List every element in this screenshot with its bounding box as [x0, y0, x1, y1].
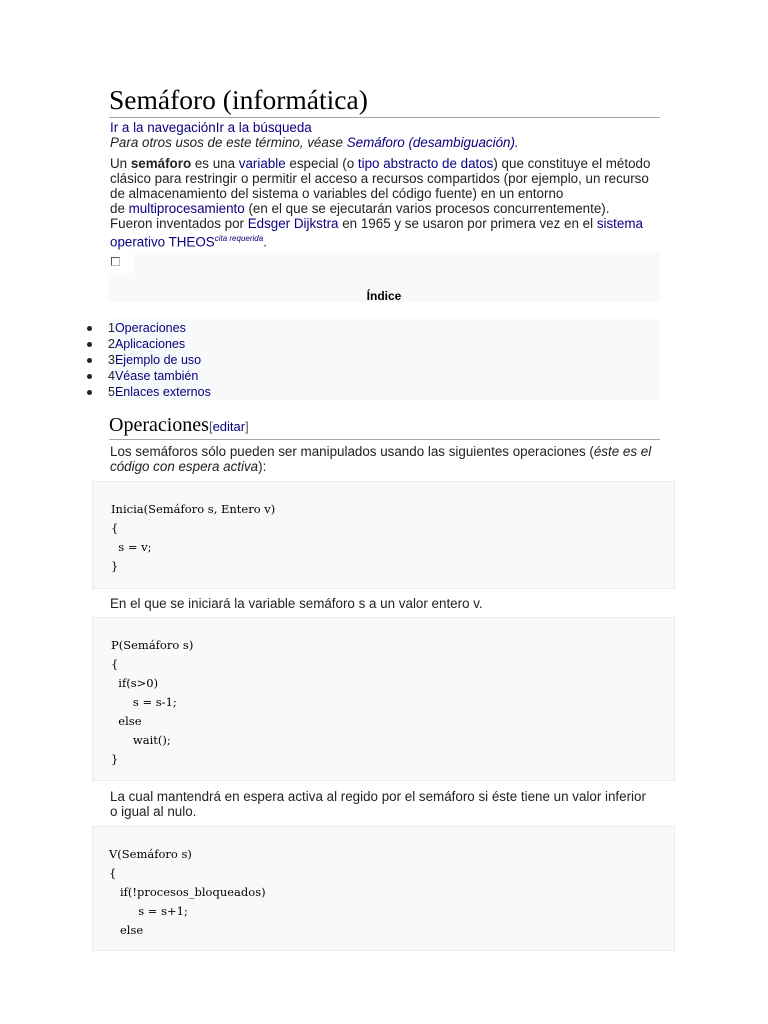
theos-link-part2[interactable]: operativo THEOS: [110, 234, 215, 250]
intro-text: (en el que se ejecutarán varios procesos concurrentemente).: [244, 201, 610, 216]
para-italic: éste es el: [593, 444, 652, 459]
toc-title: Índice: [366, 289, 402, 303]
para-line: La cual mantendrá en espera activa al regido por el semáforo si éste tiene un valor inferior: [110, 789, 646, 804]
intro-text: en 1965 y se usaron por primera vez en el: [338, 216, 597, 231]
intro-text: es una: [191, 156, 239, 171]
section-heading: [109, 413, 660, 440]
code-line: if(!procesos_bloqueados): [109, 885, 266, 899]
toc-item[interactable]: [108, 320, 186, 336]
para-text: ):: [258, 459, 267, 474]
intro-text: Fueron inventados por: [110, 216, 248, 231]
bullet-icon: [87, 342, 92, 347]
toc-link-ejemplo[interactable]: Ejemplo de uso: [114, 353, 202, 367]
intro-line-2: clásico para restringir o permitir el acceso a recursos compartidos (por ejemplo, un recurso: [110, 171, 649, 186]
abstract-data-type-link[interactable]: tipo abstracto de datos: [357, 156, 494, 171]
hatnote-text: Para otros usos de este término, véase: [110, 135, 347, 150]
toc-header: [108, 252, 660, 302]
bullet-icon: [87, 358, 92, 363]
intro-line-3: de almacenamiento del sistema o variables del código fuente) en un entorno: [110, 186, 564, 201]
code-line: {: [109, 866, 117, 880]
intro-line-5: [110, 216, 662, 231]
section-title: Operaciones: [109, 414, 209, 436]
para-p-description: [110, 789, 662, 819]
edit-section-link[interactable]: editar: [212, 419, 246, 434]
toc-number: 3: [108, 353, 115, 367]
skip-links: [110, 120, 312, 135]
intro-term: semáforo: [130, 156, 192, 171]
code-line: V(Semáforo s): [109, 847, 192, 861]
bullet-icon: [87, 326, 92, 331]
para-init-description: En el que se iniciará la variable semáforo s a un valor entero v.: [110, 596, 483, 611]
intro-paragraph: [110, 156, 662, 249]
toc-item[interactable]: [108, 336, 185, 352]
code-line: }: [111, 559, 119, 573]
intro-text: de: [110, 201, 129, 216]
disambiguation-link[interactable]: Semáforo (desambiguación): [346, 135, 515, 150]
intro-line-1: [110, 156, 662, 171]
code-line: {: [111, 657, 119, 671]
code-block-inicia: [92, 481, 675, 589]
code-line: {: [111, 521, 119, 535]
code-block-v: [92, 826, 675, 951]
toc-link-aplicaciones[interactable]: Aplicaciones: [114, 337, 186, 351]
intro-text: especial (o: [285, 156, 358, 171]
para-text: Los semáforos sólo pueden ser manipulados usando las siguientes operaciones (: [110, 444, 594, 459]
code-line: else: [109, 923, 144, 937]
toc-item[interactable]: [108, 352, 201, 368]
page-title: Semáforo (informática): [109, 83, 660, 118]
toc-number: 2: [108, 337, 115, 351]
toc-link-enlaces[interactable]: Enlaces externos: [114, 385, 211, 399]
toc-number: 1: [108, 321, 115, 335]
intro-text: Un: [110, 156, 131, 171]
code-block-p: [92, 617, 675, 781]
intro-text: .: [263, 234, 267, 250]
citation-needed-link[interactable]: cita requerida: [214, 234, 264, 243]
code-line: Inicia(Semáforo s, Entero v): [111, 502, 276, 516]
toc-number: 4: [108, 369, 115, 383]
para-line: o igual al nulo.: [110, 804, 197, 819]
bullet-icon: [87, 390, 92, 395]
intro-text: ) que constituye el método: [493, 156, 651, 171]
dijkstra-link[interactable]: Edsger Dijkstra: [247, 216, 339, 231]
code-line: wait();: [111, 733, 171, 747]
multiprocessing-link[interactable]: multiprocesamiento: [128, 201, 245, 216]
toc-list: [108, 319, 660, 400]
para-italic: código con espera activa: [110, 459, 259, 474]
toc-link-operaciones[interactable]: Operaciones: [114, 321, 186, 335]
bullet-icon: [87, 374, 92, 379]
hatnote: [110, 135, 519, 150]
toc-item[interactable]: [108, 384, 211, 400]
code-line: P(Semáforo s): [111, 638, 194, 652]
code-line: s = v;: [111, 540, 152, 554]
code-line: if(s>0): [111, 676, 159, 690]
skip-to-search-link[interactable]: Ir a la búsqueda: [215, 120, 312, 135]
intro-line-4: [110, 201, 662, 216]
toc-toggle-checkbox-icon[interactable]: [111, 257, 120, 266]
operations-paragraph: [110, 444, 662, 474]
toc-link-vease[interactable]: Véase también: [114, 369, 199, 383]
theos-link-part1[interactable]: sistema: [596, 216, 643, 231]
toc-number: 5: [108, 385, 115, 399]
skip-to-navigation-link[interactable]: Ir a la navegación: [110, 120, 216, 135]
code-line: else: [111, 714, 142, 728]
code-line: s = s-1;: [111, 695, 177, 709]
edit-bracket: ]: [245, 419, 249, 434]
toc-item[interactable]: [108, 368, 198, 384]
intro-line-6: [110, 231, 662, 249]
hatnote-end: .: [514, 135, 519, 150]
code-line: s = s+1;: [109, 904, 188, 918]
para-line-1: [110, 444, 662, 459]
edit-bracket: [: [208, 419, 213, 434]
code-line: }: [111, 752, 119, 766]
para-line-2: [110, 459, 662, 474]
variable-link[interactable]: variable: [238, 156, 286, 171]
